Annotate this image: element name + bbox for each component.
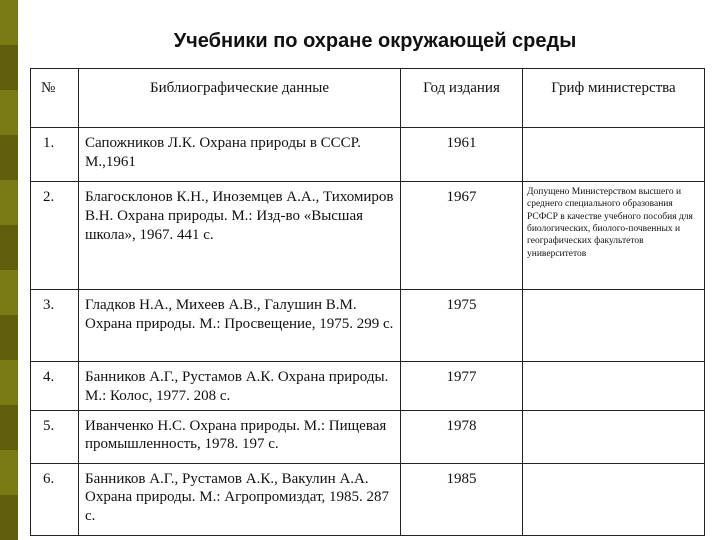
header-bibliography: Библиографические данные [79, 69, 401, 128]
table-row [31, 410, 705, 463]
row-grif [523, 290, 705, 362]
row-number: 6. [31, 463, 79, 535]
table-row [31, 128, 705, 182]
row-grif [523, 128, 705, 182]
row-grif [523, 362, 705, 411]
table-row [31, 290, 705, 362]
table-header-row [31, 69, 705, 128]
row-number: 4. [31, 362, 79, 411]
table-row [31, 182, 705, 290]
row-bibliography: Благосклонов К.Н., Иноземцев А.А., Тихомиров В.Н. Охрана природы. М.: Изд-во «Высшая школа», 1967. 441 с. [79, 182, 401, 290]
row-bibliography: Банников А.Г., Рустамов А.К., Вакулин А.А. Охрана природы. М.: Агропромиздат, 1985. 287 с. [79, 463, 401, 535]
row-bibliography: Иванченко Н.С. Охрана природы. М.: Пищевая промышленность, 1978. 197 с. [79, 410, 401, 463]
table-row [31, 463, 705, 535]
row-number: 3. [31, 290, 79, 362]
row-year: 1967 [401, 182, 523, 290]
header-year: Год издания [401, 69, 523, 128]
textbooks-table [30, 68, 705, 536]
row-year: 1975 [401, 290, 523, 362]
row-bibliography: Банников А.Г., Рустамов А.К. Охрана природы. М.: Колос, 1977. 208 с. [79, 362, 401, 411]
row-grif [523, 410, 705, 463]
row-number: 5. [31, 410, 79, 463]
page-title: Учебники по охране окружающей среды [173, 30, 577, 52]
header-number: № [31, 69, 79, 128]
row-bibliography: Гладков Н.А., Михеев А.В., Галушин В.М. Охрана природы. М.: Просвещение, 1975. 299 с. [79, 290, 401, 362]
row-year: 1977 [401, 362, 523, 411]
row-year: 1978 [401, 410, 523, 463]
row-bibliography: Сапожников Л.К. Охрана природы в СССР. М.,1961 [79, 128, 401, 182]
row-number: 2. [31, 182, 79, 290]
row-year: 1985 [401, 463, 523, 535]
table-row [31, 362, 705, 411]
slide-side-bar [0, 0, 18, 540]
row-grif: Допущено Министерством высшего и среднего специального образования РСФСР в качестве учебного пособия для биологических, биолого-почвенных и географических факультетов университетов [523, 182, 705, 290]
header-grif: Гриф министерства [523, 69, 705, 128]
row-year: 1961 [401, 128, 523, 182]
row-number: 1. [31, 128, 79, 182]
row-grif [523, 463, 705, 535]
